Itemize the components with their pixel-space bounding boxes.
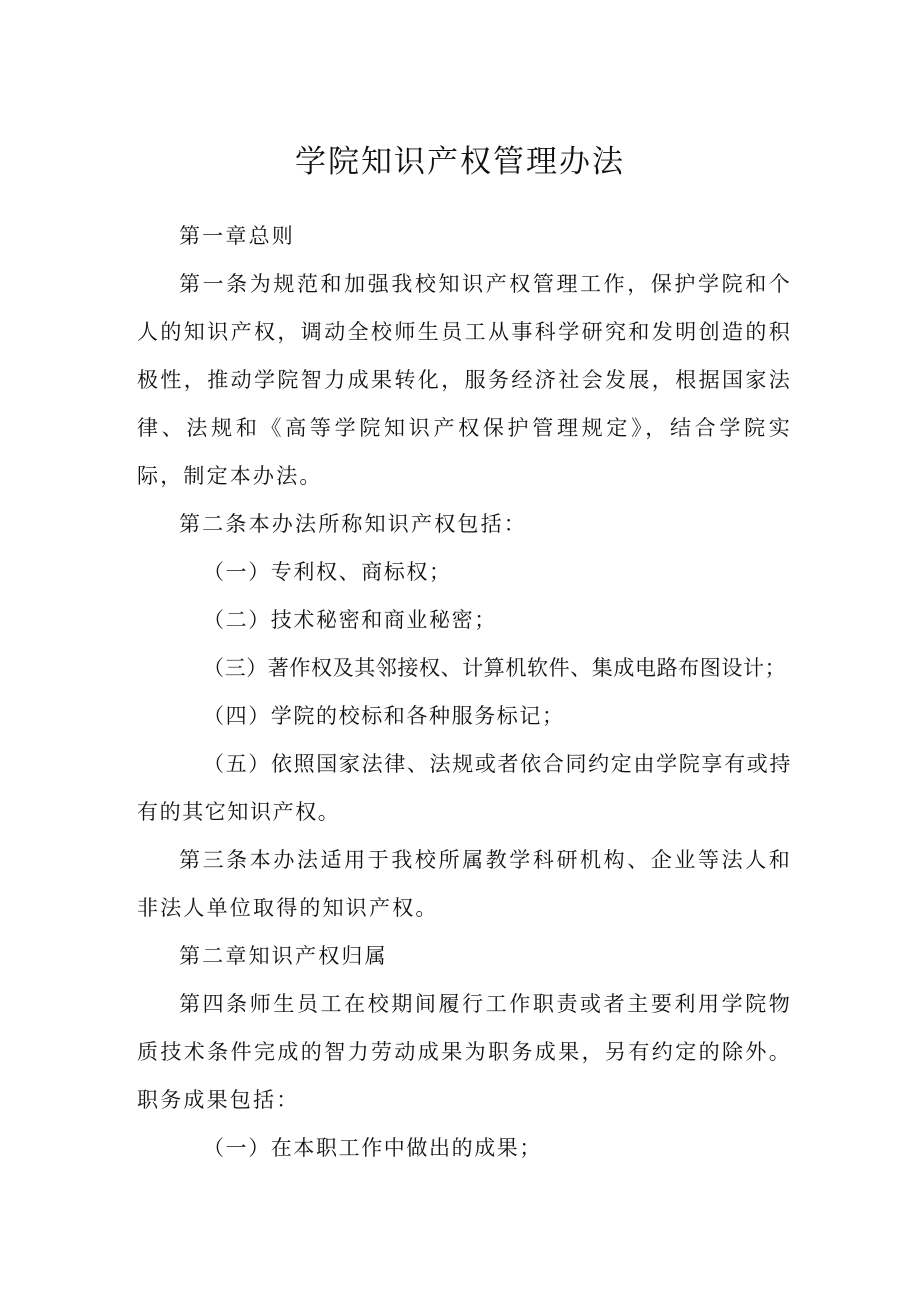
list-item: （四）学院的校标和各种服务标记； (203, 704, 565, 728)
document-body (137, 212, 792, 1172)
list-item: （二）技术秘密和商业秘密； (203, 608, 497, 632)
chapter-heading: 第二章知识产权归属 (179, 944, 388, 968)
list-item: （一）在本职工作中做出的成果； (203, 1136, 542, 1160)
list-item: （五）依照国家法律、法规或者依合同约定由学院享有或持有的其它知识产权。 (137, 752, 792, 824)
article-paragraph: 第一条为规范和加强我校知识产权管理工作，保护学院和个人的知识产权，调动全校师生员工从事科学研究和发明创造的积极性，推动学院智力成果转化，服务经济社会发展，根据国家法律、法规和《高等学院知识产权保护管理规定》，结合学院实际，制定本办法。 (137, 272, 792, 488)
list-item: （一）专利权、商标权； (203, 560, 452, 584)
chapter-heading: 第一章总则 (179, 224, 295, 248)
article-paragraph: 第四条师生员工在校期间履行工作职责或者主要利用学院物质技术条件完成的智力劳动成果为职务成果，另有约定的除外。职务成果包括： (137, 992, 792, 1112)
document-title: 学院知识产权管理办法 (295, 144, 625, 180)
article-paragraph: 第三条本办法适用于我校所属教学科研机构、企业等法人和非法人单位取得的知识产权。 (137, 848, 792, 920)
article-paragraph: 第二条本办法所称知识产权包括： (179, 512, 527, 536)
list-item: （三）著作权及其邻接权、计算机软件、集成电路布图设计； (203, 656, 787, 680)
